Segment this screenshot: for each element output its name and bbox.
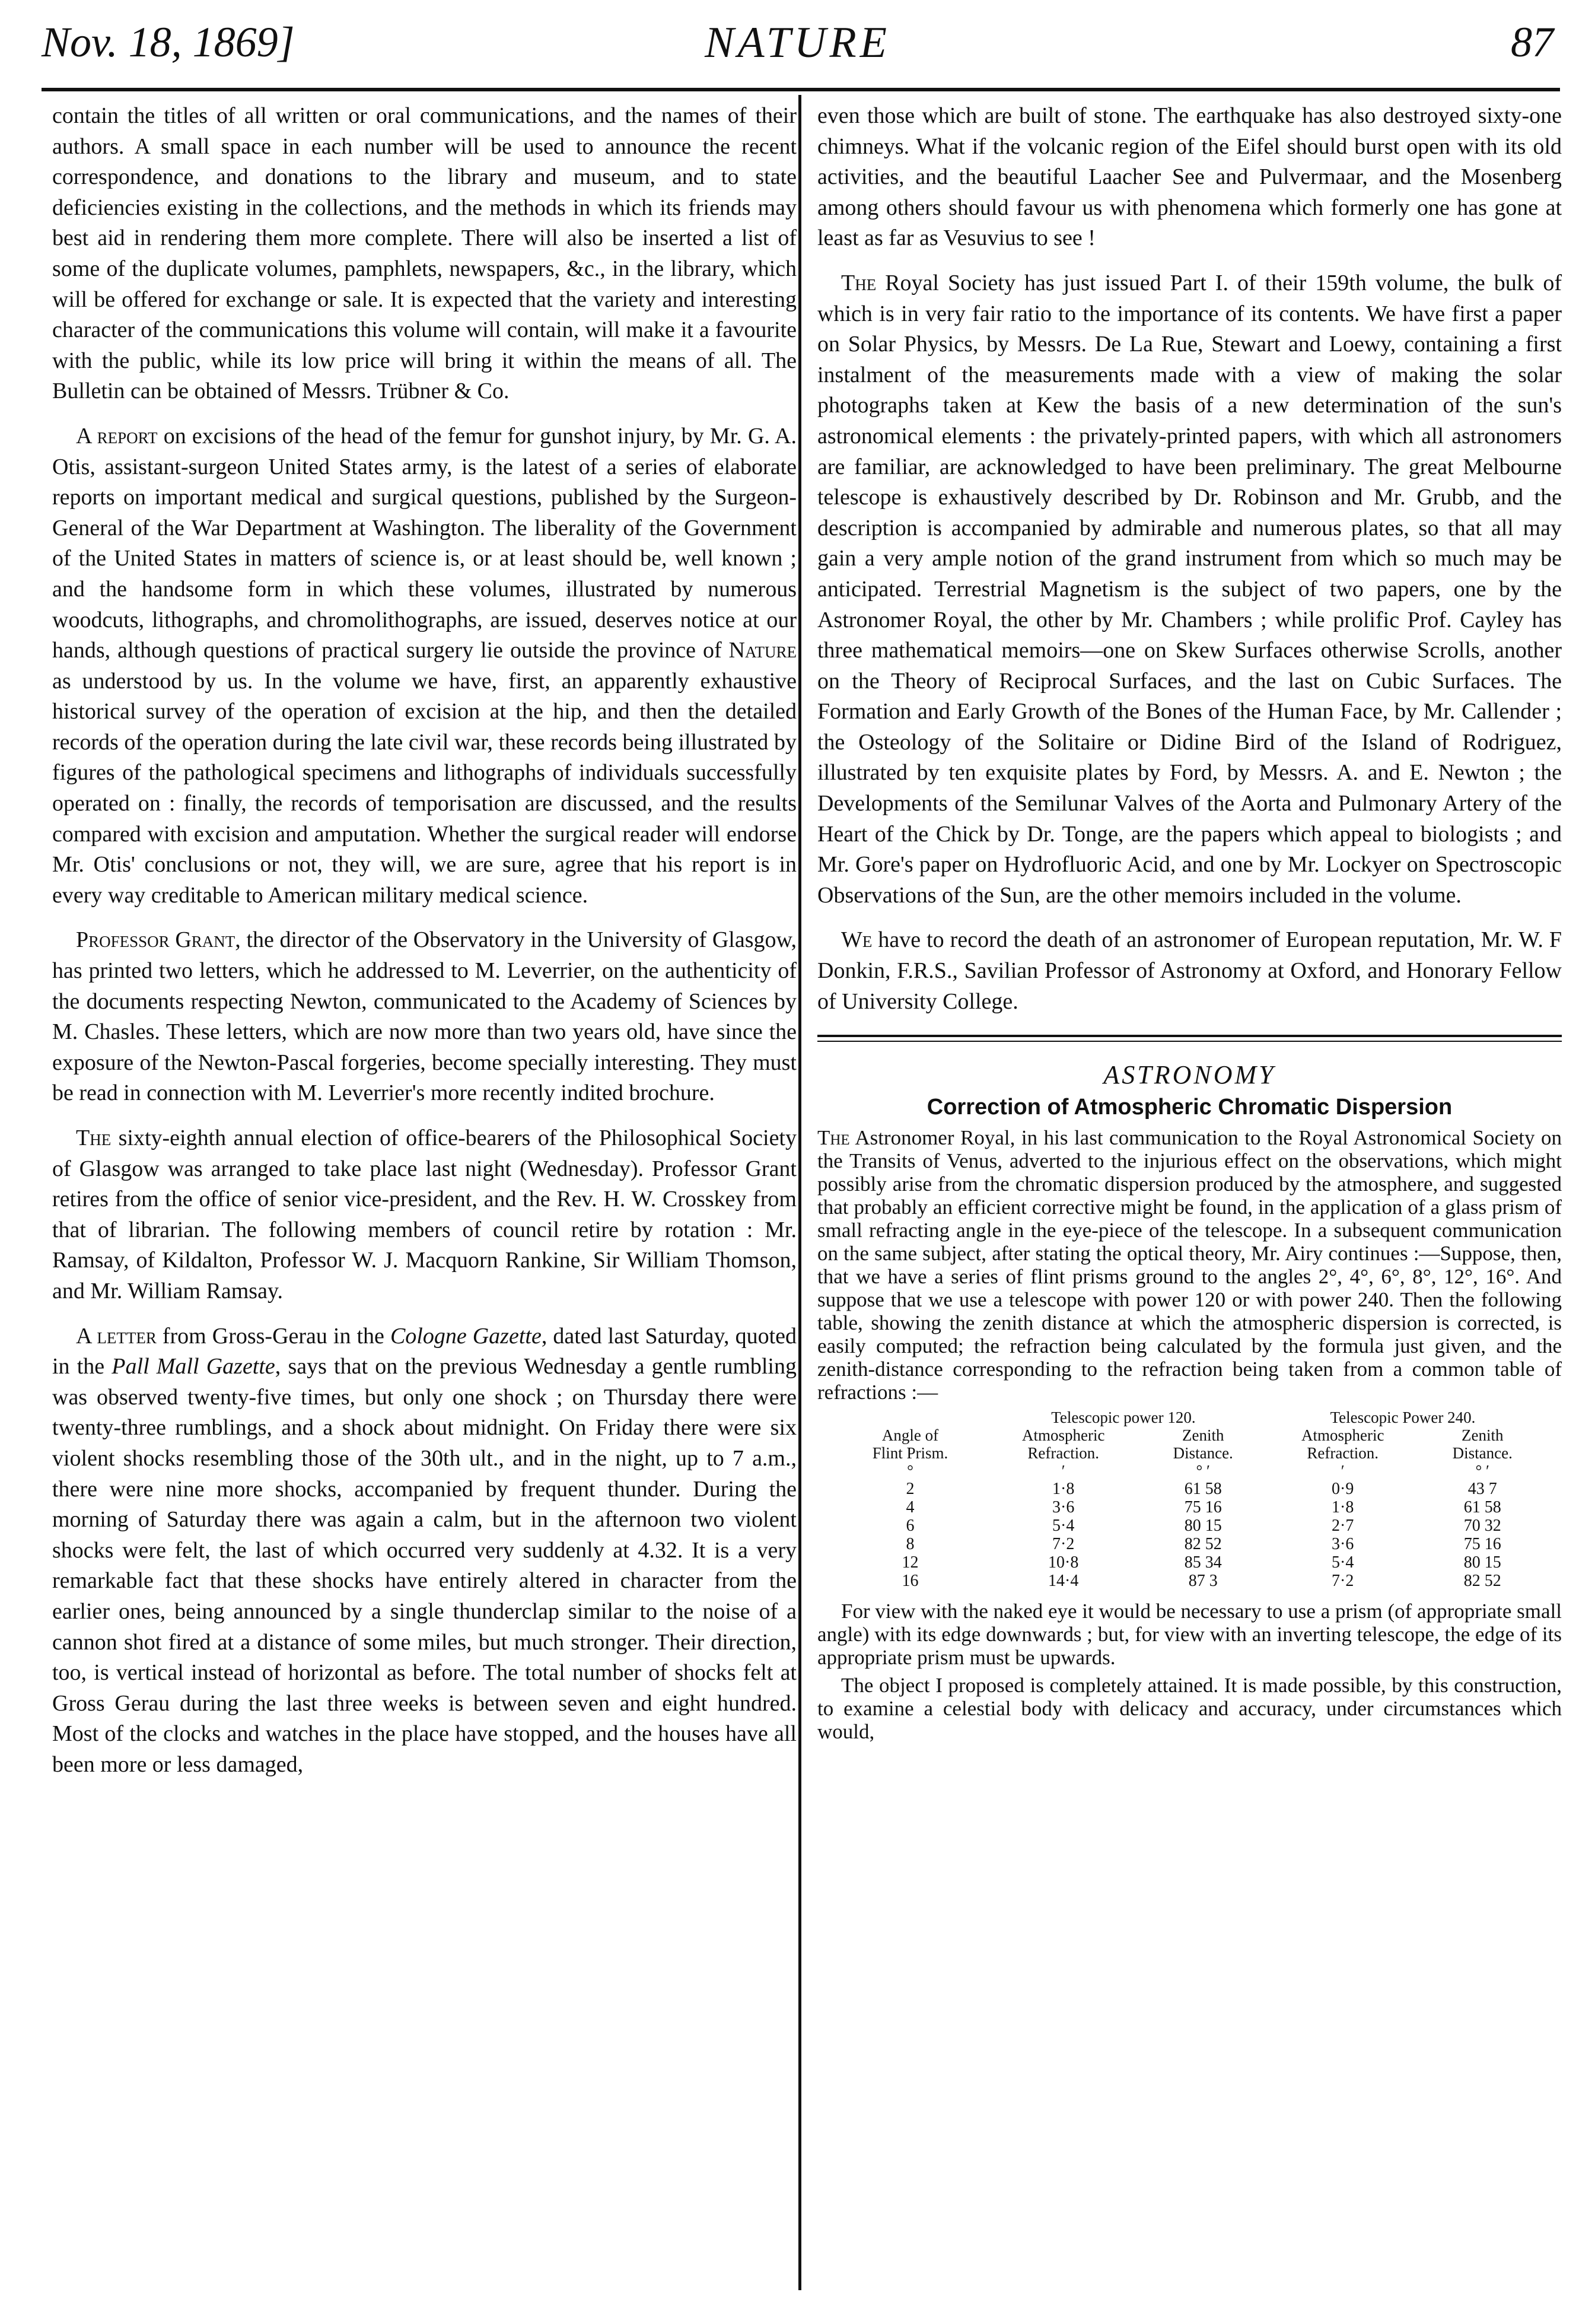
royal-society-lead: The bbox=[841, 270, 877, 295]
glasgow-paragraph bbox=[52, 1123, 797, 1307]
unit-angle: ° bbox=[907, 1462, 913, 1480]
nature-name: Nature bbox=[728, 638, 797, 663]
table-cell: 12 bbox=[902, 1553, 919, 1572]
table-row bbox=[837, 1480, 1543, 1498]
report-lead: A report bbox=[76, 423, 158, 449]
astronomy-paragraph-2: For view with the naked eye it would be necessary to use a prism (of appropriate small angle) with its edge downwards ; but, for view with an inverting telescope, the edge of its appropriate prism must be upwards. bbox=[817, 1600, 1562, 1670]
table-cell: 5·4 bbox=[1052, 1517, 1075, 1535]
col-angle-2: Flint Prism. bbox=[872, 1444, 948, 1463]
table-cell: 1·8 bbox=[1332, 1498, 1354, 1517]
bulletin-paragraph bbox=[52, 101, 797, 407]
dispersion-table bbox=[837, 1409, 1543, 1590]
astronomy-lead: The bbox=[817, 1126, 850, 1150]
obituary-text: have to record the death of an astronomer of European reputation, Mr. W. F Donkin, F.R.S., Savilian Professor of Astronomy at Oxford, and Honorary Fellow of University College. bbox=[817, 927, 1562, 1014]
unit-atm-240: ′ bbox=[1341, 1462, 1345, 1480]
table-cell: 8 bbox=[906, 1535, 915, 1554]
astronomy-paragraph-1 bbox=[817, 1126, 1562, 1404]
col-atm-240-2: Refraction. bbox=[1307, 1444, 1379, 1463]
table-cell: 75 16 bbox=[1463, 1535, 1501, 1554]
earthquake-continued bbox=[817, 101, 1562, 254]
table-cell: 7·2 bbox=[1332, 1572, 1354, 1591]
table-cell: 85 34 bbox=[1184, 1553, 1222, 1572]
table-row bbox=[837, 1553, 1543, 1572]
table-cell: 7·2 bbox=[1052, 1535, 1075, 1554]
col-zen-120-2: Distance. bbox=[1173, 1444, 1233, 1463]
col-atm-240-1: Atmospheric bbox=[1301, 1426, 1384, 1445]
table-cell: 43 7 bbox=[1467, 1480, 1497, 1499]
table-cell: 0·9 bbox=[1332, 1480, 1354, 1499]
table-cell: 3·6 bbox=[1052, 1498, 1075, 1517]
table-cell: 70 32 bbox=[1463, 1517, 1501, 1535]
table-cell: 75 16 bbox=[1184, 1498, 1222, 1517]
section-rule-thin bbox=[817, 1041, 1562, 1042]
page-header bbox=[42, 12, 1553, 89]
unit-zen-120: ° ′ bbox=[1196, 1462, 1210, 1480]
group-power-240: Telescopic Power 240. bbox=[1330, 1409, 1476, 1427]
table-cell: 82 52 bbox=[1184, 1535, 1222, 1554]
astronomy-text-1: Astronomer Royal, in his last communication to the Royal Astronomical Society on the Transits of Venus, adverted to the injurious effect on the observations, which might possibly arise from the chromatic dispersion produced by the atmosphere, and suggested that probably an efficient corrective might be found, in the application of a glass prism of small refracting angle in the eye-piece of the telescope. In a subsequent communication on the same subject, after stating the optical theory, Mr. Airy continues :—Suppose, then, that we have a series of flint prisms ground to the angles 2°, 4°, 6°, 8°, 12°, 16°. And suppose that we use a telescope with power 120 or with power 240. Then the following table, showing the zenith distance at which the atmospheric dispersion is corrected, is easily computed; the refraction being calculated by the formula just given, and the zenith-distance corresponding to the refraction being taken from a common table of refractions :— bbox=[817, 1126, 1562, 1404]
table-row bbox=[837, 1535, 1543, 1553]
table-cell: 80 15 bbox=[1184, 1517, 1222, 1535]
table-cell: 82 52 bbox=[1463, 1572, 1501, 1591]
table-cell: 5·4 bbox=[1332, 1553, 1354, 1572]
table-cell: 2 bbox=[906, 1480, 915, 1499]
earthquake-paragraph bbox=[52, 1321, 797, 1781]
unit-atm-120: ′ bbox=[1061, 1462, 1065, 1480]
grant-lead: Professor Grant bbox=[76, 927, 235, 953]
obituary-paragraph bbox=[817, 925, 1562, 1017]
cologne-gazette: Cologne Gazette bbox=[390, 1323, 542, 1349]
section-title: ASTRONOMY bbox=[1103, 1060, 1276, 1090]
table-cell: 61 58 bbox=[1463, 1498, 1501, 1517]
col-atm-120-1: Atmospheric bbox=[1021, 1426, 1105, 1445]
table-cell: 6 bbox=[906, 1517, 915, 1535]
col-zen-240-2: Distance. bbox=[1452, 1444, 1513, 1463]
report-text-b: as understood by us. In the volume we have, first, an apparently exhaustive historical survey of the operation of excision at the hip, and then the detailed records of the operation during the late civil war, these records being illustrated by figures of the pathological specimens and lithographs of individuals successfully operated on : finally, the records of temporisation are discussed, and the results compared with excision and amputation. Whether the surgical reader will endorse Mr. Otis' conclusions or not, they will, we are sure, agree that his report is in every way creditable to American military medical science. bbox=[52, 668, 797, 908]
journal-title: NATURE bbox=[705, 18, 890, 67]
page-number: 87 bbox=[1511, 18, 1553, 66]
table-cell: 16 bbox=[902, 1572, 919, 1591]
header-rule bbox=[42, 88, 1560, 91]
glasgow-text: sixty-eighth annual election of office-bearers of the Philosophical Society of Glasgow was arranged to take place last night (Wednesday). Professor Grant retires from the office of senior vice-president, and the Rev. H. W. Crosskey from that of librarian. The following members of council retire by rotation : Mr. Ramsay, of Kildalton, Professor W. J. Macquorn Rankine, Sir William Thomson, and Mr. William Ramsay. bbox=[52, 1126, 797, 1304]
section-rule-thick bbox=[817, 1035, 1562, 1037]
royal-society-text: Royal Society has just issued Part I. of their 159th volume, the bulk of which is in very fair ratio to the importance of its contents. We have first a paper on Solar Physics, by Messrs. De La Rue, Stewart and Loewy, containing a first instalment of the measurements made with a view of making the solar photographs taken at Kew the basis of a new determination of the sun's astronomical elements : the privately-printed papers, with which all astronomers are familiar, are acknowledged to have been preliminary. The great Melbourne telescope is exhaustively described by Dr. Robinson and Mr. Grubb, and the description is accompanied by admirable and numerous plates, so that all may gain a very ample notion of the grand instrument from which so much may be anticipated. Terrestrial Magnetism is the subject of two papers, one by the Astronomer Royal, the other by Mr. Chambers ; while prolific Prof. Cayley has three mathematical memoirs—one on Skew Surfaces otherwise Scrolls, another on the Theory of Reciprocal Surfaces, and the last on Cubic Surfaces. The Formation and Early Growth of the Bones of the Human Face, by Mr. Callender ; the Osteology of the Solitaire or Didine Bird of the Island of Rodriguez, illustrated by ten exquisite plates by Ford, by Messrs. A. and E. Newton ; the Developments of the Semilunar Valves of the Aorta and Pulmonary Artery of the Heart of the Chick by Dr. Tonge, are the papers which appeal to biologists ; and Mr. Gore's paper on Hydrofluoric Acid, and one by Mr. Lockyer on Spectroscopic Observations of the Sun, are the other memoirs included in the volume. bbox=[817, 270, 1562, 908]
right-column bbox=[817, 101, 1562, 1748]
bulletin-text: contain the titles of all written or oral communications, and the names of their authors. A small space in each number will be used to announce the recent correspondence, and donations to the library and museum, and to state deficiencies existing in the collections, and the methods in which its friends may best aid in rendering them more complete. There will also be inserted a list of some of the duplicate volumes, pamphlets, newspapers, &c., in the library, which will be offered for exchange or sale. It is expected that the variety and interesting character of the communications this volume will contain, will make it a favourite with the public, while its low price will bring it within the means of all. The Bulletin can be obtained of Messrs. Trübner & Co. bbox=[52, 103, 797, 404]
table-cell: 10·8 bbox=[1048, 1553, 1079, 1572]
table-row bbox=[837, 1572, 1543, 1590]
obituary-lead: We bbox=[841, 927, 873, 953]
grant-paragraph bbox=[52, 925, 797, 1109]
table-cell: 87 3 bbox=[1188, 1572, 1218, 1591]
col-atm-120-2: Refraction. bbox=[1027, 1444, 1100, 1463]
column-divider bbox=[798, 95, 801, 2290]
royal-society-paragraph bbox=[817, 268, 1562, 911]
report-text-a: on excisions of the head of the femur for gunshot injury, by Mr. G. A. Otis, assistant-surgeon United States army, is the latest of a series of elaborate reports on important medical and surgical questions, published by the Surgeon-General of the War Department at Washington. The liberality of the Government of the United States in matters of science is, or at least should be, well known ; and the handsome form in which these volumes, illustrated by numerous woodcuts, lithographs, and chromolithographs, are issued, deserves notice at our hands, although questions of practical surgery lie outside the province of bbox=[52, 423, 797, 663]
left-column bbox=[52, 101, 797, 1794]
table-cell: 2·7 bbox=[1332, 1517, 1354, 1535]
col-angle-1: Angle of bbox=[881, 1426, 939, 1445]
glasgow-lead: The bbox=[76, 1126, 112, 1150]
table-cell: 80 15 bbox=[1463, 1553, 1501, 1572]
astronomy-paragraph-3: The object I proposed is completely attained. It is made possible, by this construction, to examine a celestial body with delicacy and accuracy, under circumstances which would, bbox=[817, 1674, 1562, 1744]
earthquake-continued-text: even those which are built of stone. The earthquake has also destroyed sixty-one chimneys. What if the volcanic region of the Eifel should burst open with its old activities, and the beautiful Laacher See and Pulvermaar, and the Mosenberg among others should favour us with phenomena which formerly one has gone at least as far as Vesuvius to see ! bbox=[817, 103, 1562, 251]
table-cell: 1·8 bbox=[1052, 1480, 1075, 1499]
table-cell: 61 58 bbox=[1184, 1480, 1222, 1499]
col-zen-240-1: Zenith bbox=[1462, 1426, 1504, 1445]
earthquake-text-a: from Gross-Gerau in the bbox=[156, 1323, 390, 1349]
unit-zen-240: ° ′ bbox=[1475, 1462, 1489, 1480]
grant-text: , the director of the Observatory in the University of Glasgow, has printed two letters, which he addressed to M. Leverrier, on the authenticity of the documents respecting Newton, communicated to the Academy of Sciences by M. Chasles. These letters, which are now more than two years old, have since the exposure of the Newton-Pascal forgeries, become specially interesting. They must be read in connection with M. Leverrier's more recently indited brochure. bbox=[52, 927, 797, 1106]
group-power-120: Telescopic power 120. bbox=[1051, 1409, 1196, 1427]
pall-mall-gazette: Pall Mall Gazette bbox=[112, 1354, 275, 1379]
issue-date: Nov. 18, 1869] bbox=[42, 18, 295, 66]
table-header-empty bbox=[837, 1409, 984, 1426]
table-cell: 4 bbox=[906, 1498, 915, 1517]
article-heading: Correction of Atmospheric Chromatic Dispersion bbox=[927, 1095, 1453, 1120]
report-paragraph bbox=[52, 421, 797, 911]
col-zen-120-1: Zenith bbox=[1182, 1426, 1224, 1445]
earthquake-text-b: , dated last Saturday, quoted in the bbox=[52, 1323, 797, 1379]
earthquake-lead: A letter bbox=[76, 1323, 157, 1349]
earthquake-text-c: , says that on the previous Wednesday a gentle rumbling was observed twenty-five times, but only one shock ; on Thursday there were twenty-three rumblings, and a shock about midnight. On Friday there were six violent shocks resembling those of the 30th ult., and in the night, up to 7 a.m., there were nine more shocks, accompanied by frequent thunder. During the morning of Saturday there was again a calm, but in the afternoon two violent shocks were felt, the last of which occurred very suddenly at 4.32. It is a very remarkable fact that these shocks have entirely altered in character from the earlier ones, being announced by a single thunderclap similar to the noise of a cannon shot fired at a distance of some miles, but much stronger. Their direction, too, is vertical instead of horizontal as before. The total number of shocks felt at Gross Gerau during the last three weeks is between seven and eight hundred. Most of the clocks and watches in the place have stopped, and the houses have all been more or less damaged, bbox=[52, 1354, 797, 1777]
table-row bbox=[837, 1498, 1543, 1517]
table-cell: 14·4 bbox=[1048, 1572, 1079, 1591]
table-cell: 3·6 bbox=[1332, 1535, 1354, 1554]
table-row bbox=[837, 1517, 1543, 1535]
